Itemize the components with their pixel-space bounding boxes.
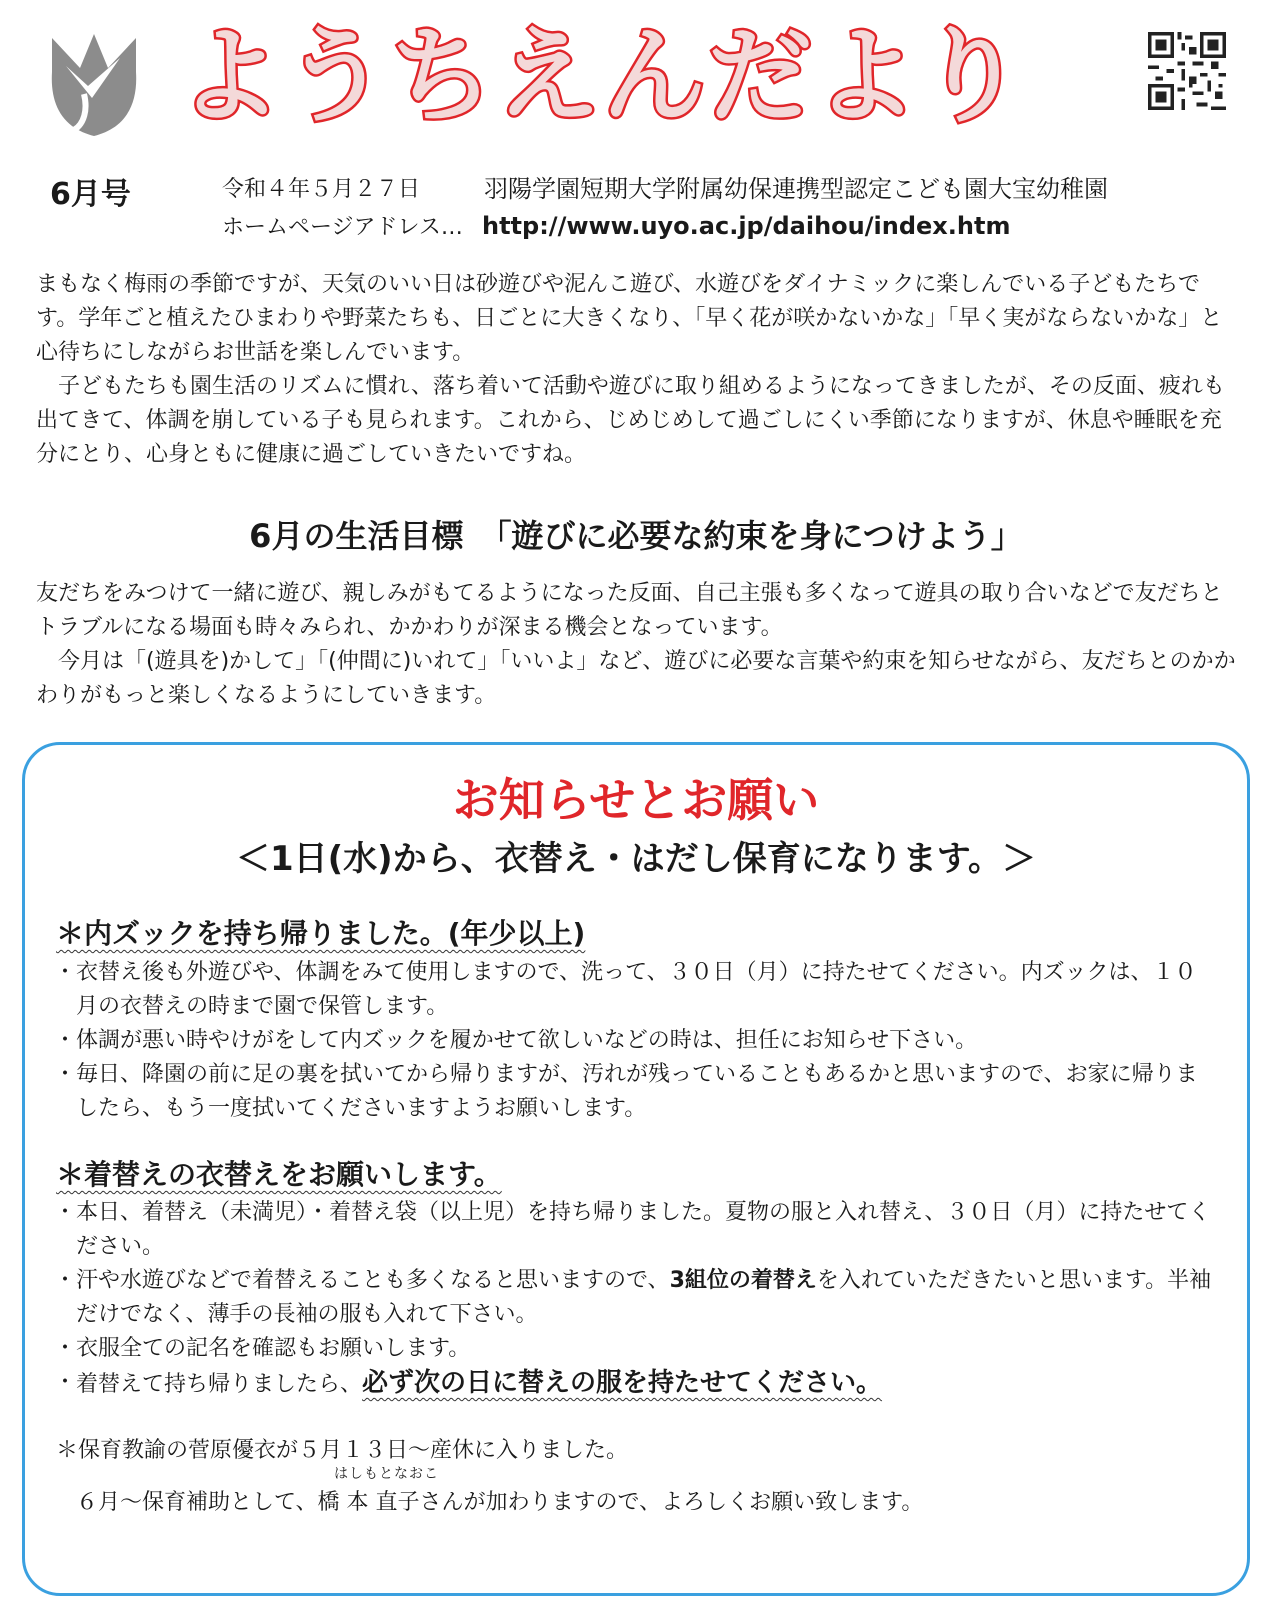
list-item-text: を入れていただきたいと思います。半袖だけでなく、薄手の長袖の服も入れて下さい。 xyxy=(76,1268,1212,1327)
staff-notice-line-1: ＊保育教諭の菅原優衣が５月１３日～産休に入りました。 xyxy=(56,1438,629,1463)
list-item-text: 汗や水遊びなどで着替えることも多くなると思いますので、 xyxy=(76,1268,670,1293)
section-clothes-list xyxy=(56,1196,1216,1402)
section-indoor-shoes-list xyxy=(56,956,1216,1126)
list-item: ・ 体調が悪い時やけがをして内ズックを履かせて欲しいなどの時は、担任にお知らせ下さい。 xyxy=(56,1024,1216,1058)
list-item xyxy=(56,1366,1216,1402)
list-item: ・ 本日、着替え（未満児）・着替え袋（以上児）を持ち帰りました。夏物の服と入れ替え、３０日（月）に持たせてください。 xyxy=(56,1196,1216,1264)
newsletter-title: ようちえんだより xyxy=(178,15,1027,137)
school-name: 羽陽学園短期大学附属幼保連携型認定こども園大宝幼稚園 xyxy=(484,175,1108,203)
kindergarten-logo xyxy=(44,28,144,138)
list-item: ・ 毎日、降園の前に足の裏を拭いてから帰りますが、汚れが残っていることもあるかと思いますので、お家に帰りましたら、もう一度拭いてくださいますようお願いします。 xyxy=(56,1058,1216,1126)
qr-code xyxy=(1148,32,1226,110)
issue-label: 6月号 xyxy=(50,177,131,212)
list-item: ・ 衣服全ての記名を確認もお願いします。 xyxy=(56,1332,1216,1366)
list-item-text: 着替えて持ち帰りましたら、 xyxy=(76,1372,363,1397)
list-item-bold: 3組位の着替え xyxy=(669,1268,817,1293)
section-clothes-heading: ＊着替えの衣替えをお願いします。 xyxy=(56,1158,502,1191)
list-item: ・ 衣替え後も外遊びや、体調をみて使用しますので、洗って、３０日（月）に持たせてください。内ズックは、１０月の衣替えの時まで園で保管します。 xyxy=(56,956,1216,1024)
name-furigana: はしもとなおこ xyxy=(334,1466,439,1482)
notice-title: お知らせとお願い xyxy=(452,773,820,827)
goal-paragraph-1: 友だちをみつけて一緒に遊び、親しみがもてるようになった反面、自己主張も多くなって遊具の取り合いなどで友だちとトラブルになる場面も時々みられ、かかわりが深まる機会となっています。 xyxy=(36,581,1223,640)
goal-text xyxy=(36,577,1242,713)
section-indoor-shoes-heading: ＊内ズックを持ち帰りました。(年少以上) xyxy=(56,917,586,950)
intro-paragraph-2: 子どもたちも園生活のリズムに慣れ、落ち着いて活動や遊びに取り組めるようになってきましたが、その反面、疲れも出てきて、体調を崩している子も見られます。これから、じめじめして過ごしにくい季節になりますが、休息や睡眠を充分にとり、心身ともに健康に過ごしていきたいですね。 xyxy=(36,374,1225,467)
intro-paragraph-1: まもなく梅雨の季節ですが、天気のいい日は砂遊びや泥んこ遊び、水遊びをダイナミックに楽しんでいる子どもたちです。学年ごと植えたひまわりや野菜たちも、日ごとに大きくなり、「早く花が咲かないかな」「早く実がならないかな」と心待ちにしながらお世話を楽しんでいます。 xyxy=(36,272,1223,365)
list-item xyxy=(56,1264,1216,1332)
staff-notice-line-2: ６月～保育補助として、橋 本 直子さんが加わりますので、よろしくお願い致します。 xyxy=(76,1490,924,1515)
intro-text xyxy=(36,268,1242,472)
monthly-goal-heading: 6月の生活目標 「遊びに必要な約束を身につけよう」 xyxy=(249,517,1023,555)
list-item-emphasis: 必ず次の日に替えの服を持たせてください。 xyxy=(362,1368,883,1398)
notice-subtitle: ＜1日(水)から、衣替え・はだし保育になります。＞ xyxy=(235,839,1036,879)
homepage-label: ホームページアドレス… xyxy=(222,215,463,240)
issue-date: 令和４年５月２７日 xyxy=(222,177,421,202)
homepage-link[interactable]: http://www.uyo.ac.jp/daihou/index.htm xyxy=(482,212,1011,240)
goal-paragraph-2: 今月は「(遊具を)かして」「(仲間に)いれて」「いいよ」など、遊びに必要な言葉や約束を知らせながら、友だちとのかかわりがもっと楽しくなるようにしていきます。 xyxy=(36,649,1236,708)
